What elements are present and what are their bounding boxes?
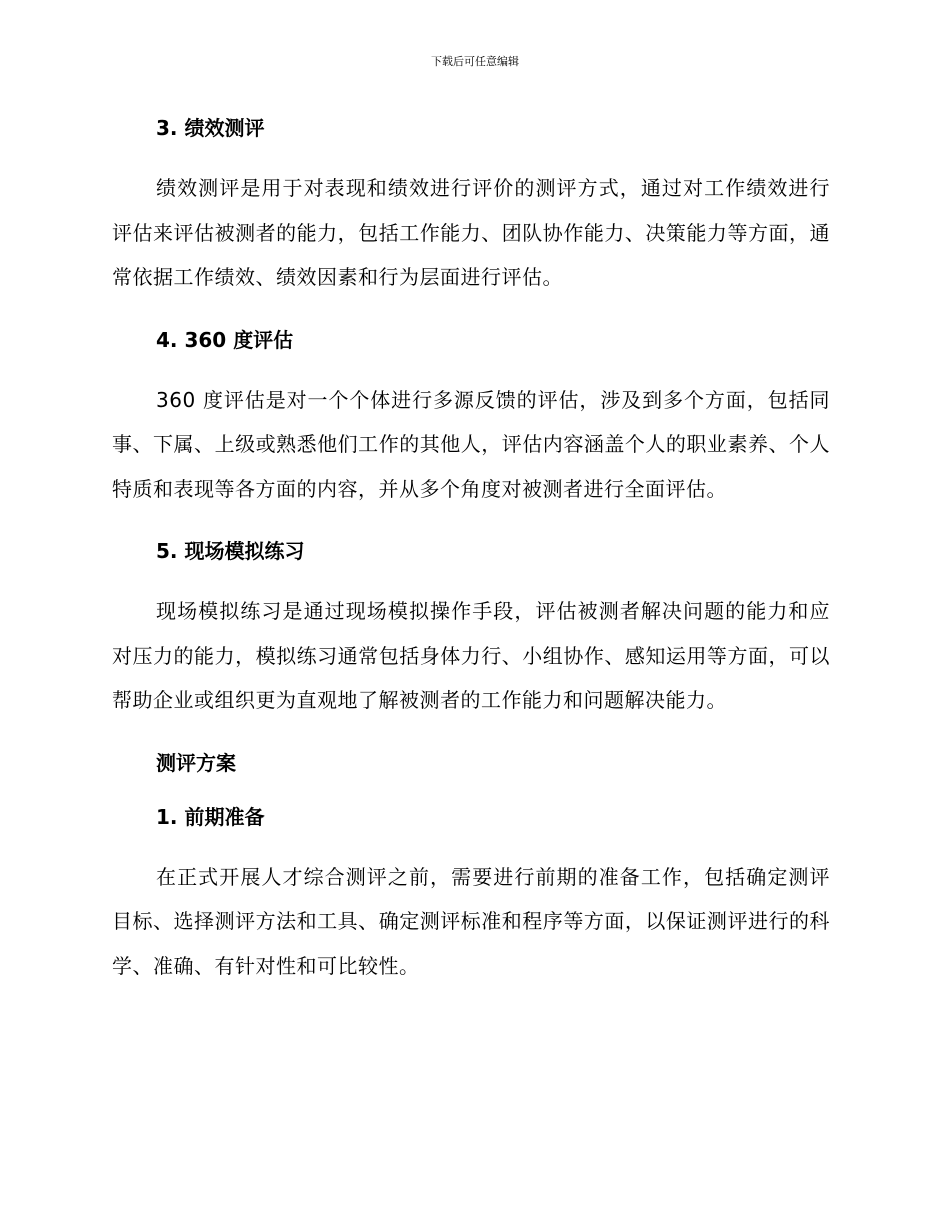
section-paragraph-performance: 绩效测评是用于对表现和绩效进行评价的测评方式，通过对工作绩效进行评估来评估被测者的能力，包括工作能力、团队协作能力、决策能力等方面，通常依据工作绩效、绩效因素和行为层面进行评估。 [112,176,830,289]
plan-title: 测评方案 [156,750,236,775]
plan-paragraph-preparation: 在正式开展人才综合测评之前，需要进行前期的准备工作，包括确定测评目标、选择测评方法和工具、确定测评标准和程序等方面，以保证测评进行的科学、准确、有针对性和可比较性。 [112,864,830,978]
document-body [112,112,830,988]
section-paragraph-simulation: 现场模拟练习是通过现场模拟操作手段，评估被测者解决问题的能力和应对压力的能力，模拟练习通常包括身体力行、小组协作、感知运用等方面，可以帮助企业或组织更为直观地了解被测者的工作能力和问题解决能力。 [112,599,830,712]
section-heading-simulation: 5. 现场模拟练习 [156,539,305,563]
plan-subheading-preparation: 1. 前期准备 [156,804,265,829]
section-heading-360: 4. 360 度评估 [156,327,294,352]
section-paragraph-360: 360 度评估是对一个个体进行多源反馈的评估，涉及到多个方面，包括同事、下属、上级或熟悉他们工作的其他人，评估内容涵盖个人的职业素养、个人特质和表现等各方面的内容，并从多个角度对被测者进行全面评估。 [112,387,830,501]
section-heading-performance: 3. 绩效测评 [156,116,265,140]
page-header: 下载后可任意编辑 [431,55,519,68]
